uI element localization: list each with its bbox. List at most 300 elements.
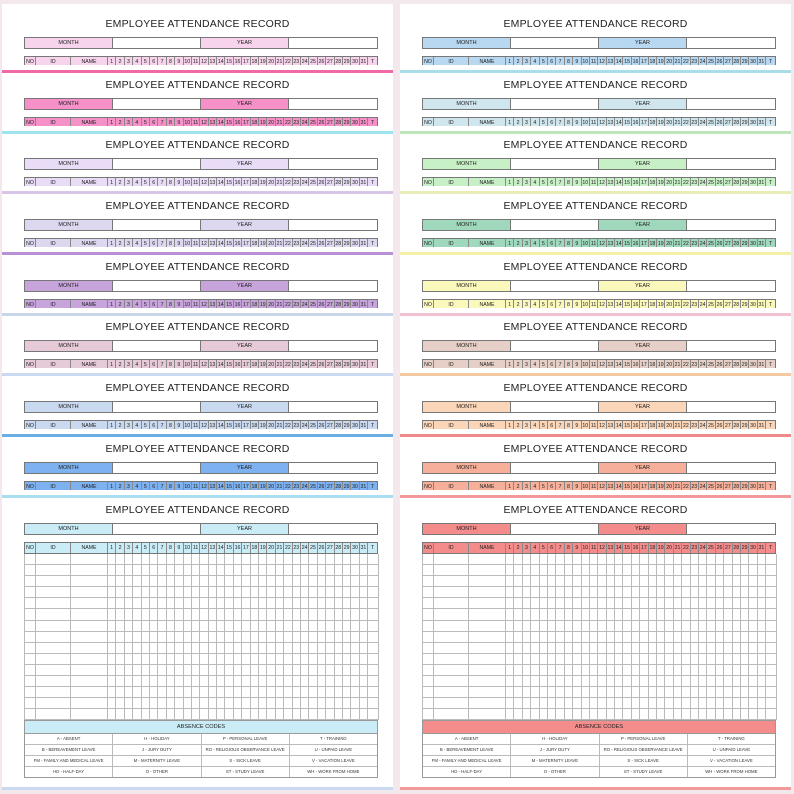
table-cell[interactable] <box>649 665 657 675</box>
table-cell[interactable] <box>234 643 242 653</box>
table-cell[interactable] <box>234 698 242 708</box>
table-cell[interactable] <box>259 709 267 719</box>
table-cell[interactable] <box>766 643 777 653</box>
table-cell[interactable] <box>335 598 343 608</box>
table-cell[interactable] <box>242 554 250 564</box>
table-cell[interactable] <box>293 554 301 564</box>
table-cell[interactable] <box>766 654 777 664</box>
table-cell[interactable] <box>699 554 707 564</box>
table-cell[interactable] <box>192 698 200 708</box>
table-cell[interactable] <box>259 665 267 675</box>
table-cell[interactable] <box>640 665 648 675</box>
table-cell[interactable] <box>158 554 166 564</box>
table-cell[interactable] <box>108 576 116 586</box>
table-cell[interactable] <box>758 687 766 697</box>
table-cell[interactable] <box>184 709 192 719</box>
table-cell[interactable] <box>582 576 590 586</box>
table-cell[interactable] <box>267 709 275 719</box>
table-cell[interactable] <box>167 565 175 575</box>
table-cell[interactable] <box>540 632 548 642</box>
table-cell[interactable] <box>590 609 598 619</box>
table-cell[interactable] <box>276 665 284 675</box>
table-cell[interactable] <box>724 665 732 675</box>
table-cell[interactable] <box>251 565 259 575</box>
table-cell[interactable] <box>640 554 648 564</box>
table-cell[interactable] <box>200 698 208 708</box>
table-cell[interactable] <box>590 665 598 675</box>
table-cell[interactable] <box>716 609 724 619</box>
table-cell[interactable] <box>108 698 116 708</box>
table-cell[interactable] <box>523 698 531 708</box>
table-cell[interactable] <box>766 621 777 631</box>
table-cell[interactable] <box>615 621 623 631</box>
table-cell[interactable] <box>741 587 749 597</box>
table-cell[interactable] <box>192 654 200 664</box>
table-cell[interactable] <box>649 687 657 697</box>
table-cell[interactable] <box>514 598 522 608</box>
table-cell[interactable] <box>514 554 522 564</box>
table-cell[interactable] <box>36 576 71 586</box>
table-cell[interactable] <box>301 565 309 575</box>
table-cell[interactable] <box>469 621 506 631</box>
month-input[interactable] <box>113 524 201 534</box>
table-cell[interactable] <box>531 621 539 631</box>
table-cell[interactable] <box>749 665 757 675</box>
table-cell[interactable] <box>360 687 368 697</box>
table-cell[interactable] <box>469 587 506 597</box>
table-cell[interactable] <box>674 598 682 608</box>
table-cell[interactable] <box>733 598 741 608</box>
table-cell[interactable] <box>640 587 648 597</box>
table-cell[interactable] <box>674 654 682 664</box>
table-cell[interactable] <box>733 709 741 719</box>
table-cell[interactable] <box>242 654 250 664</box>
table-cell[interactable] <box>225 665 233 675</box>
table-cell[interactable] <box>573 676 581 686</box>
table-cell[interactable] <box>649 709 657 719</box>
table-cell[interactable] <box>184 565 192 575</box>
month-input[interactable] <box>511 38 599 48</box>
table-cell[interactable] <box>423 587 434 597</box>
table-cell[interactable] <box>71 576 108 586</box>
year-input[interactable] <box>687 220 775 230</box>
table-cell[interactable] <box>691 654 699 664</box>
table-cell[interactable] <box>36 687 71 697</box>
table-cell[interactable] <box>234 676 242 686</box>
table-cell[interactable] <box>598 643 606 653</box>
table-cell[interactable] <box>607 565 615 575</box>
table-cell[interactable] <box>25 643 36 653</box>
table-cell[interactable] <box>167 621 175 631</box>
table-cell[interactable] <box>184 587 192 597</box>
table-cell[interactable] <box>318 698 326 708</box>
table-cell[interactable] <box>506 554 514 564</box>
table-cell[interactable] <box>733 587 741 597</box>
table-cell[interactable] <box>150 621 158 631</box>
table-cell[interactable] <box>632 698 640 708</box>
table-cell[interactable] <box>523 687 531 697</box>
year-input[interactable] <box>687 463 775 473</box>
table-cell[interactable] <box>167 676 175 686</box>
table-cell[interactable] <box>766 576 777 586</box>
table-cell[interactable] <box>423 565 434 575</box>
table-cell[interactable] <box>225 609 233 619</box>
table-cell[interactable] <box>640 643 648 653</box>
table-cell[interactable] <box>326 698 334 708</box>
table-cell[interactable] <box>36 565 71 575</box>
table-cell[interactable] <box>565 565 573 575</box>
table-cell[interactable] <box>540 565 548 575</box>
table-cell[interactable] <box>749 554 757 564</box>
table-cell[interactable] <box>351 565 359 575</box>
table-cell[interactable] <box>766 565 777 575</box>
table-cell[interactable] <box>741 598 749 608</box>
table-cell[interactable] <box>200 687 208 697</box>
table-cell[interactable] <box>225 587 233 597</box>
table-cell[interactable] <box>741 643 749 653</box>
table-cell[interactable] <box>184 609 192 619</box>
table-cell[interactable] <box>707 598 715 608</box>
year-input[interactable] <box>289 38 377 48</box>
table-cell[interactable] <box>582 554 590 564</box>
year-input[interactable] <box>289 99 377 109</box>
table-cell[interactable] <box>758 609 766 619</box>
month-input[interactable] <box>511 99 599 109</box>
table-cell[interactable] <box>623 554 631 564</box>
table-cell[interactable] <box>523 621 531 631</box>
table-cell[interactable] <box>733 609 741 619</box>
table-cell[interactable] <box>351 587 359 597</box>
table-cell[interactable] <box>733 554 741 564</box>
table-cell[interactable] <box>724 654 732 664</box>
table-cell[interactable] <box>318 621 326 631</box>
table-cell[interactable] <box>284 654 292 664</box>
table-cell[interactable] <box>674 587 682 597</box>
table-cell[interactable] <box>657 654 665 664</box>
table-cell[interactable] <box>360 598 368 608</box>
table-cell[interactable] <box>116 698 124 708</box>
table-cell[interactable] <box>657 632 665 642</box>
table-cell[interactable] <box>434 609 469 619</box>
table-cell[interactable] <box>192 587 200 597</box>
table-cell[interactable] <box>749 598 757 608</box>
table-cell[interactable] <box>531 665 539 675</box>
table-cell[interactable] <box>615 565 623 575</box>
table-cell[interactable] <box>267 587 275 597</box>
table-cell[interactable] <box>360 609 368 619</box>
table-cell[interactable] <box>665 643 673 653</box>
table-cell[interactable] <box>469 632 506 642</box>
table-cell[interactable] <box>699 709 707 719</box>
table-cell[interactable] <box>741 554 749 564</box>
table-cell[interactable] <box>25 665 36 675</box>
table-cell[interactable] <box>116 665 124 675</box>
table-cell[interactable] <box>749 643 757 653</box>
table-cell[interactable] <box>691 565 699 575</box>
table-cell[interactable] <box>318 676 326 686</box>
table-cell[interactable] <box>766 676 777 686</box>
table-cell[interactable] <box>125 609 133 619</box>
table-cell[interactable] <box>133 565 141 575</box>
table-cell[interactable] <box>665 654 673 664</box>
table-cell[interactable] <box>108 554 116 564</box>
table-cell[interactable] <box>531 609 539 619</box>
table-cell[interactable] <box>590 687 598 697</box>
table-cell[interactable] <box>724 598 732 608</box>
table-cell[interactable] <box>607 598 615 608</box>
table-cell[interactable] <box>699 587 707 597</box>
table-cell[interactable] <box>25 598 36 608</box>
table-cell[interactable] <box>716 621 724 631</box>
table-cell[interactable] <box>125 665 133 675</box>
table-cell[interactable] <box>133 643 141 653</box>
table-cell[interactable] <box>116 587 124 597</box>
table-cell[interactable] <box>360 632 368 642</box>
table-cell[interactable] <box>758 554 766 564</box>
table-cell[interactable] <box>284 554 292 564</box>
table-cell[interactable] <box>649 621 657 631</box>
table-cell[interactable] <box>707 609 715 619</box>
table-cell[interactable] <box>36 709 71 719</box>
table-cell[interactable] <box>192 687 200 697</box>
table-cell[interactable] <box>167 632 175 642</box>
table-cell[interactable] <box>217 598 225 608</box>
table-cell[interactable] <box>25 687 36 697</box>
table-cell[interactable] <box>733 565 741 575</box>
table-cell[interactable] <box>573 565 581 575</box>
table-cell[interactable] <box>251 643 259 653</box>
table-cell[interactable] <box>657 676 665 686</box>
table-cell[interactable] <box>434 654 469 664</box>
table-cell[interactable] <box>766 598 777 608</box>
table-cell[interactable] <box>632 621 640 631</box>
table-cell[interactable] <box>573 687 581 697</box>
table-cell[interactable] <box>267 643 275 653</box>
table-cell[interactable] <box>326 709 334 719</box>
table-cell[interactable] <box>632 587 640 597</box>
table-cell[interactable] <box>657 554 665 564</box>
table-cell[interactable] <box>200 609 208 619</box>
table-cell[interactable] <box>699 643 707 653</box>
table-cell[interactable] <box>607 698 615 708</box>
table-cell[interactable] <box>632 632 640 642</box>
table-cell[interactable] <box>351 643 359 653</box>
table-cell[interactable] <box>158 576 166 586</box>
table-cell[interactable] <box>225 576 233 586</box>
table-cell[interactable] <box>434 554 469 564</box>
table-cell[interactable] <box>200 643 208 653</box>
table-cell[interactable] <box>225 709 233 719</box>
table-cell[interactable] <box>707 554 715 564</box>
table-cell[interactable] <box>506 598 514 608</box>
table-cell[interactable] <box>674 687 682 697</box>
table-cell[interactable] <box>259 554 267 564</box>
table-cell[interactable] <box>556 665 564 675</box>
table-cell[interactable] <box>691 665 699 675</box>
table-cell[interactable] <box>598 587 606 597</box>
table-cell[interactable] <box>36 621 71 631</box>
table-cell[interactable] <box>640 698 648 708</box>
table-cell[interactable] <box>343 587 351 597</box>
table-cell[interactable] <box>423 665 434 675</box>
table-cell[interactable] <box>523 609 531 619</box>
table-cell[interactable] <box>573 709 581 719</box>
table-cell[interactable] <box>125 676 133 686</box>
table-cell[interactable] <box>741 687 749 697</box>
table-cell[interactable] <box>318 632 326 642</box>
table-cell[interactable] <box>607 587 615 597</box>
table-cell[interactable] <box>623 587 631 597</box>
table-cell[interactable] <box>598 609 606 619</box>
table-cell[interactable] <box>267 598 275 608</box>
table-cell[interactable] <box>209 654 217 664</box>
table-cell[interactable] <box>133 609 141 619</box>
table-cell[interactable] <box>175 621 183 631</box>
table-cell[interactable] <box>108 621 116 631</box>
table-cell[interactable] <box>116 687 124 697</box>
table-cell[interactable] <box>36 587 71 597</box>
table-cell[interactable] <box>548 676 556 686</box>
table-cell[interactable] <box>649 576 657 586</box>
table-cell[interactable] <box>565 587 573 597</box>
table-cell[interactable] <box>514 565 522 575</box>
table-cell[interactable] <box>351 687 359 697</box>
table-cell[interactable] <box>548 654 556 664</box>
table-cell[interactable] <box>158 621 166 631</box>
table-cell[interactable] <box>259 621 267 631</box>
table-cell[interactable] <box>582 632 590 642</box>
table-cell[interactable] <box>25 621 36 631</box>
table-cell[interactable] <box>36 654 71 664</box>
table-cell[interactable] <box>582 698 590 708</box>
table-cell[interactable] <box>71 698 108 708</box>
table-cell[interactable] <box>142 687 150 697</box>
table-cell[interactable] <box>766 609 777 619</box>
table-cell[interactable] <box>699 676 707 686</box>
table-cell[interactable] <box>318 565 326 575</box>
table-cell[interactable] <box>565 621 573 631</box>
table-cell[interactable] <box>741 665 749 675</box>
table-cell[interactable] <box>125 709 133 719</box>
table-cell[interactable] <box>649 643 657 653</box>
table-cell[interactable] <box>293 621 301 631</box>
table-cell[interactable] <box>25 609 36 619</box>
table-cell[interactable] <box>276 565 284 575</box>
table-cell[interactable] <box>242 576 250 586</box>
table-cell[interactable] <box>682 709 690 719</box>
table-cell[interactable] <box>71 687 108 697</box>
table-cell[interactable] <box>217 709 225 719</box>
table-cell[interactable] <box>623 632 631 642</box>
table-cell[interactable] <box>523 565 531 575</box>
table-cell[interactable] <box>691 643 699 653</box>
table-cell[interactable] <box>724 554 732 564</box>
table-cell[interactable] <box>318 709 326 719</box>
table-cell[interactable] <box>523 587 531 597</box>
table-cell[interactable] <box>657 587 665 597</box>
table-cell[interactable] <box>209 709 217 719</box>
table-cell[interactable] <box>707 576 715 586</box>
table-cell[interactable] <box>733 632 741 642</box>
table-cell[interactable] <box>184 621 192 631</box>
table-cell[interactable] <box>192 665 200 675</box>
table-cell[interactable] <box>284 709 292 719</box>
table-cell[interactable] <box>691 554 699 564</box>
table-cell[interactable] <box>649 632 657 642</box>
table-cell[interactable] <box>125 632 133 642</box>
table-cell[interactable] <box>71 554 108 564</box>
table-cell[interactable] <box>71 643 108 653</box>
table-cell[interactable] <box>615 698 623 708</box>
table-cell[interactable] <box>175 554 183 564</box>
table-cell[interactable] <box>699 665 707 675</box>
table-cell[interactable] <box>691 709 699 719</box>
table-cell[interactable] <box>360 709 368 719</box>
table-cell[interactable] <box>607 643 615 653</box>
table-cell[interactable] <box>665 565 673 575</box>
table-cell[interactable] <box>335 576 343 586</box>
table-cell[interactable] <box>649 587 657 597</box>
table-cell[interactable] <box>360 698 368 708</box>
table-cell[interactable] <box>293 643 301 653</box>
table-cell[interactable] <box>607 665 615 675</box>
table-cell[interactable] <box>657 576 665 586</box>
table-cell[interactable] <box>267 609 275 619</box>
table-cell[interactable] <box>301 676 309 686</box>
table-cell[interactable] <box>335 643 343 653</box>
table-cell[interactable] <box>309 632 317 642</box>
year-input[interactable] <box>289 524 377 534</box>
table-cell[interactable] <box>200 621 208 631</box>
table-cell[interactable] <box>142 643 150 653</box>
table-cell[interactable] <box>434 665 469 675</box>
table-cell[interactable] <box>368 565 379 575</box>
table-cell[interactable] <box>318 665 326 675</box>
table-cell[interactable] <box>251 576 259 586</box>
table-cell[interactable] <box>556 676 564 686</box>
table-cell[interactable] <box>209 587 217 597</box>
table-cell[interactable] <box>259 576 267 586</box>
table-cell[interactable] <box>116 654 124 664</box>
table-cell[interactable] <box>590 554 598 564</box>
table-cell[interactable] <box>623 598 631 608</box>
table-cell[interactable] <box>423 643 434 653</box>
table-cell[interactable] <box>25 565 36 575</box>
table-cell[interactable] <box>242 598 250 608</box>
table-cell[interactable] <box>71 587 108 597</box>
table-cell[interactable] <box>607 709 615 719</box>
table-cell[interactable] <box>217 676 225 686</box>
table-cell[interactable] <box>242 665 250 675</box>
table-cell[interactable] <box>360 621 368 631</box>
table-cell[interactable] <box>142 609 150 619</box>
table-cell[interactable] <box>682 587 690 597</box>
table-cell[interactable] <box>640 676 648 686</box>
table-cell[interactable] <box>607 609 615 619</box>
table-cell[interactable] <box>749 676 757 686</box>
table-cell[interactable] <box>531 576 539 586</box>
table-cell[interactable] <box>259 565 267 575</box>
table-cell[interactable] <box>200 554 208 564</box>
table-cell[interactable] <box>108 565 116 575</box>
table-cell[interactable] <box>284 676 292 686</box>
table-cell[interactable] <box>251 709 259 719</box>
table-cell[interactable] <box>309 609 317 619</box>
table-cell[interactable] <box>682 698 690 708</box>
table-cell[interactable] <box>434 598 469 608</box>
table-cell[interactable] <box>242 587 250 597</box>
table-cell[interactable] <box>691 621 699 631</box>
